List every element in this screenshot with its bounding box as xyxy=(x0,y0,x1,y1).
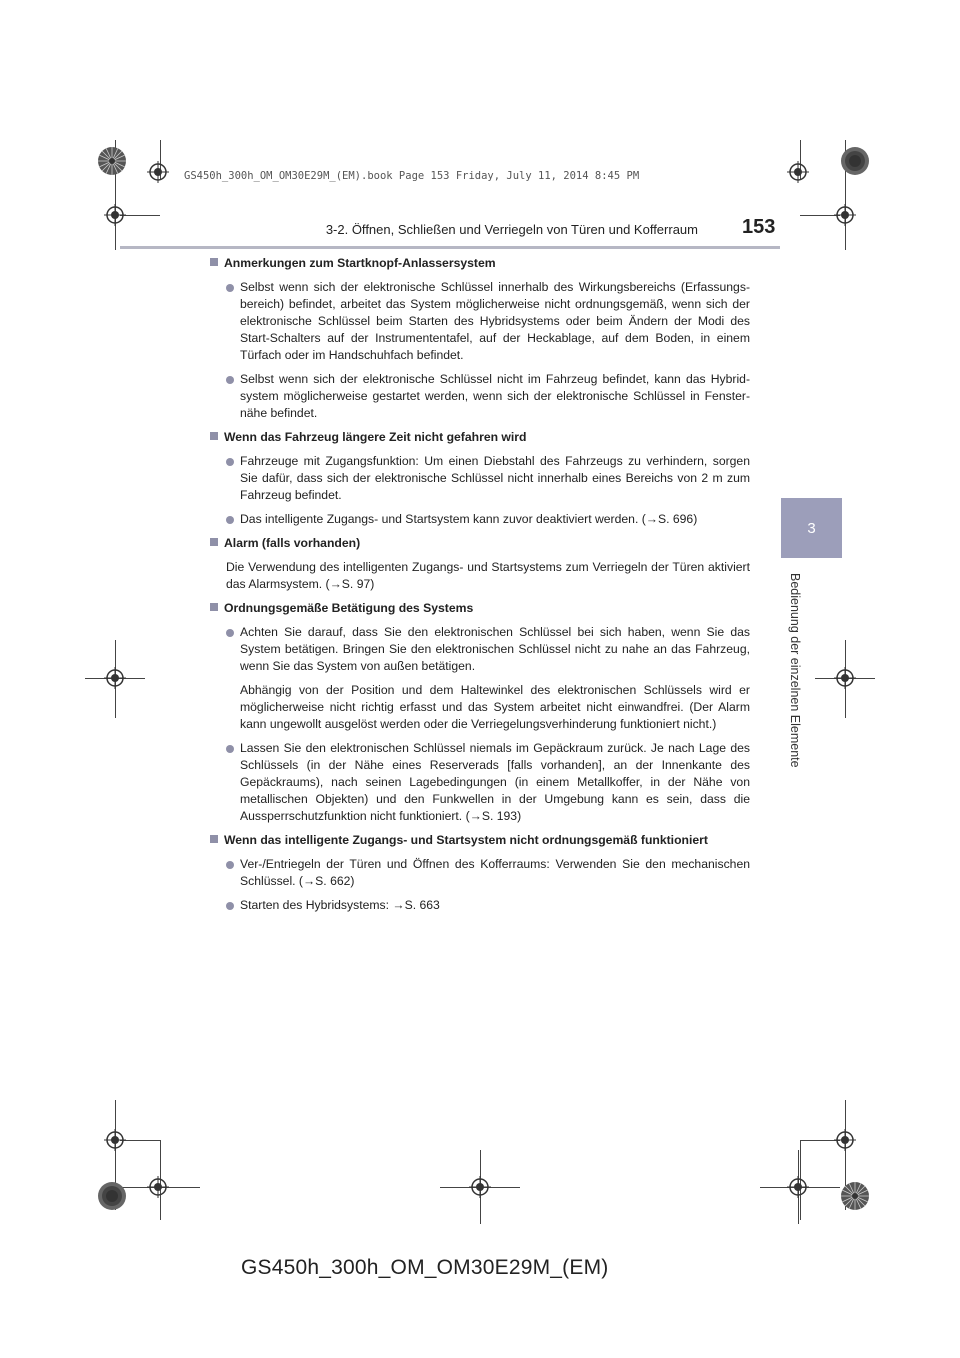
section-laengere-zeit xyxy=(210,429,750,528)
section-stoerung xyxy=(210,832,750,914)
print-stamp: GS450h_300h_OM_OM30E29M_(EM).book Page 153 Friday, July 11, 2014 8:45 PM xyxy=(184,170,640,182)
chapter-tab xyxy=(781,498,842,558)
round-bullet-icon xyxy=(226,902,234,910)
list-item xyxy=(226,897,750,914)
paragraph: Die Verwendung des intelligenten Zugangs- und Startsystems zum Verriegeln der Türen aktiviert das Alarmsystem. (→S. 97) xyxy=(226,560,750,591)
list-item xyxy=(226,624,750,733)
paragraph: Selbst wenn sich der elektronische Schlüssel innerhalb des Wirkungsbereichs (Erfassungsbereich) befindet, arbeitet das System möglicherweise nicht ordnungsgemäß, wenn sich der elektronische Schlüssel beim Starten des Hybridsystems oder beim Ändern der Modi des Start-Schalters auf der Instrumententafel, auf der Heckablage, auf dem Boden, in einem Türfach oder im Handschuhfach befindet. xyxy=(240,280,750,362)
paragraph: Ver-/Entriegeln der Türen und Öffnen des Kofferraums: Verwenden Sie den mechanischen Schlüssel. (→S. 662) xyxy=(240,857,750,888)
round-bullet-icon xyxy=(226,458,234,466)
paragraph: Lassen Sie den elektronischen Schlüssel niemals im Gepäckraum zurück. Je nach Lage des Schlüssels (in der Nähe eines Reserverads [falls vorhanden], an der Innenkante des Gepäckraums), nach seinen Lagebedingungen (in einem Metallkoffer, in der Nähe von metallischen Objekten) und den Funkwellen in der Umgebung kann es sein, dass die Aussperrschutzfunktion nicht funktioniert. (→S. 193) xyxy=(240,741,750,823)
section-heading: Wenn das Fahrzeug längere Zeit nicht gefahren wird xyxy=(224,430,527,444)
round-bullet-icon xyxy=(226,284,234,292)
paragraph: Selbst wenn sich der elektronische Schlüssel nicht im Fahrzeug befindet, kann das Hybridsystem möglicherweise gestartet werden, wenn sich der elektronische Schlüssel in Fensternähe befindet. xyxy=(240,372,750,420)
registration-mark-icon xyxy=(469,1176,491,1198)
paragraph: Achten Sie darauf, dass Sie den elektronischen Schlüssel bei sich haben, wenn Sie das System betätigen. Bringen Sie den elektronischen Schlüssel nicht zu nahe an das Fahrzeug, wenn Sie das System von außen betätigen. xyxy=(240,625,750,673)
registration-mark-icon xyxy=(834,1129,856,1151)
registration-mark-icon xyxy=(787,1176,809,1198)
registration-mark-icon xyxy=(104,1129,126,1151)
square-bullet-icon xyxy=(210,835,218,843)
round-bullet-icon xyxy=(226,861,234,869)
registration-mark-icon xyxy=(834,204,856,226)
list-item xyxy=(226,856,750,890)
section-title: 3-2. Öffnen, Schließen und Verriegeln von Türen und Kofferraum xyxy=(325,222,698,237)
registration-mark-icon xyxy=(104,667,126,689)
square-bullet-icon xyxy=(210,258,218,266)
page-content xyxy=(210,255,750,921)
section-startknopf xyxy=(210,255,750,422)
section-alarm xyxy=(210,535,750,593)
section-heading: Alarm (falls vorhanden) xyxy=(224,536,361,550)
paragraph: Starten des Hybridsystems: →S. 663 xyxy=(240,898,440,912)
list-item xyxy=(226,511,750,528)
calibration-disc-icon xyxy=(840,146,870,176)
header-rule xyxy=(120,246,780,249)
round-bullet-icon xyxy=(226,629,234,637)
list-item xyxy=(226,740,750,825)
list-item xyxy=(226,371,750,422)
registration-mark-icon xyxy=(834,667,856,689)
paragraph: Das intelligente Zugangs- und Startsystem kann zuvor deaktiviert werden. (→S. 696) xyxy=(240,512,698,526)
registration-mark-icon xyxy=(147,1176,169,1198)
list-item xyxy=(226,279,750,364)
list-item xyxy=(226,453,750,504)
calibration-disc-icon xyxy=(97,146,127,176)
registration-mark-icon xyxy=(147,161,169,183)
round-bullet-icon xyxy=(226,745,234,753)
document-code: GS450h_300h_OM_OM30E29M_(EM) xyxy=(241,1256,609,1279)
section-heading: Wenn das intelligente Zugangs- und Startsystem nicht ordnungsgemäß funktioniert xyxy=(224,833,708,847)
calibration-disc-icon xyxy=(97,1181,127,1211)
square-bullet-icon xyxy=(210,538,218,546)
section-heading: Ordnungsgemäße Betätigung des Systems xyxy=(224,601,474,615)
chapter-title: Bedienung der einzelnen Elemente xyxy=(788,573,802,768)
chapter-number: 3 xyxy=(807,519,816,537)
section-betaetigung xyxy=(210,600,750,825)
paragraph: Abhängig von der Position und dem Haltewinkel des elektronischen Schlüssels wird er möglicherweise nicht richtig erfasst und das System arbeitet nicht einwandfrei. (Der Alarm kann ungewollt ausgelöst werden oder die Verriegelungsverhinderung funktioniert nicht.) xyxy=(240,683,750,731)
section-heading: Anmerkungen zum Startknopf-Anlassersystem xyxy=(224,256,496,270)
square-bullet-icon xyxy=(210,603,218,611)
round-bullet-icon xyxy=(226,376,234,384)
registration-mark-icon xyxy=(104,204,126,226)
square-bullet-icon xyxy=(210,432,218,440)
round-bullet-icon xyxy=(226,516,234,524)
calibration-disc-icon xyxy=(840,1181,870,1211)
page-number: 153 xyxy=(742,216,776,238)
paragraph: Fahrzeuge mit Zugangsfunktion: Um einen Diebstahl des Fahrzeugs zu verhindern, sorgen Sie dafür, dass sich der elektronische Schlüssel nicht innerhalb eines Bereichs von 2 m zum Fahrzeug befindet. xyxy=(240,454,750,502)
registration-mark-icon xyxy=(787,161,809,183)
